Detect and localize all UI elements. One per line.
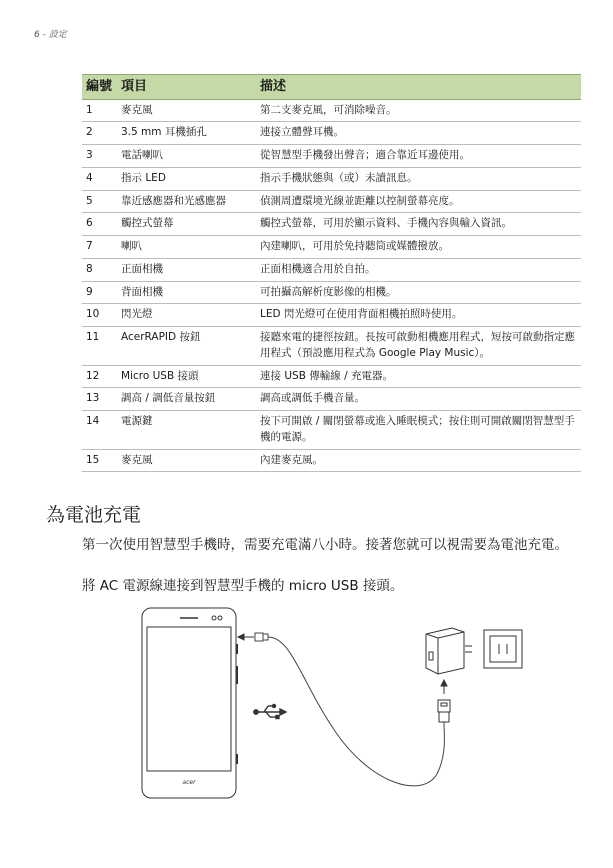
- row-description: 從智慧型手機發出聲音；適合靠近耳邊使用。: [256, 145, 581, 168]
- row-item: 閃光燈: [117, 304, 256, 327]
- row-item: 背面相機: [117, 281, 256, 304]
- usb-icon: [254, 705, 286, 719]
- row-description: 偵測周遭環境光線並距離以控制螢幕亮度。: [256, 190, 581, 213]
- row-number: 9: [82, 281, 117, 304]
- table-row: [82, 190, 581, 213]
- insert-arrow: [441, 680, 447, 694]
- table-row: [82, 167, 581, 190]
- row-number: 6: [82, 213, 117, 236]
- row-number: 14: [82, 411, 117, 450]
- row-item: 喇叭: [117, 236, 256, 259]
- row-description: 內建麥克風。: [256, 449, 581, 472]
- header-number: 編號: [82, 75, 117, 100]
- header-description: 描述: [256, 75, 581, 100]
- row-number: 4: [82, 167, 117, 190]
- table-row: [82, 236, 581, 259]
- table-row: [82, 388, 581, 411]
- row-description: LED 閃光燈可在使用背面相機拍照時使用。: [256, 304, 581, 327]
- row-number: 13: [82, 388, 117, 411]
- row-item: 調高 / 調低音量按鈕: [117, 388, 256, 411]
- row-item: 麥克風: [117, 99, 256, 122]
- charging-paragraph-2: 將 AC 電源線連接到智慧型手機的 micro USB 接頭。: [82, 578, 404, 594]
- table-row: [82, 99, 581, 122]
- usb-cable: [255, 633, 444, 786]
- charging-paragraph-1: 第一次使用智慧型手機時，需要充電滿八小時。接著您就可以視需要為電池充電。: [82, 537, 568, 553]
- section-title: 為電池充電: [46, 504, 142, 526]
- row-number: 12: [82, 365, 117, 388]
- table-row: [82, 449, 581, 472]
- row-description: 指示手機狀態與（或）未讀訊息。: [256, 167, 581, 190]
- table-row: [82, 213, 581, 236]
- row-item: 電話喇叭: [117, 145, 256, 168]
- row-description: 連接 USB 傳輸線 / 充電器。: [256, 365, 581, 388]
- row-description: 調高或調低手機音量。: [256, 388, 581, 411]
- row-number: 11: [82, 327, 117, 366]
- row-description: 按下可開啟 / 關閉螢幕或進入睡眠模式；按住則可開啟關閉智慧型手機的電源。: [256, 411, 581, 450]
- table-row: [82, 411, 581, 450]
- row-item: 3.5 mm 耳機插孔: [117, 122, 256, 145]
- table-row: [82, 365, 581, 388]
- row-description: 正面相機適合用於自拍。: [256, 258, 581, 281]
- acer-logo: acer: [182, 779, 196, 786]
- row-number: 1: [82, 99, 117, 122]
- table-body: [82, 99, 581, 472]
- row-item: 麥克風: [117, 449, 256, 472]
- row-item: 正面相機: [117, 258, 256, 281]
- row-description: 第二支麥克風，可消除噪音。: [256, 99, 581, 122]
- smartphone: [142, 608, 237, 798]
- ac-adapter: [426, 628, 472, 674]
- row-number: 10: [82, 304, 117, 327]
- row-number: 8: [82, 258, 117, 281]
- row-item: 靠近感應器和光感應器: [117, 190, 256, 213]
- row-description: 觸控式螢幕，可用於顯示資料、手機內容與輸入資訊。: [256, 213, 581, 236]
- component-table: [82, 74, 581, 472]
- row-item: 觸控式螢幕: [117, 213, 256, 236]
- table-row: [82, 327, 581, 366]
- row-number: 5: [82, 190, 117, 213]
- table-header-row: [82, 75, 581, 100]
- row-number: 15: [82, 449, 117, 472]
- usb-connector: [438, 700, 450, 722]
- charging-illustration: [132, 604, 532, 806]
- row-number: 3: [82, 145, 117, 168]
- wall-outlet: [484, 630, 522, 668]
- row-description: 連接立體聲耳機。: [256, 122, 581, 145]
- running-header: 6 - 設定: [34, 30, 67, 40]
- plug-in-arrow: [238, 634, 254, 640]
- row-number: 2: [82, 122, 117, 145]
- row-description: 可拍攝高解析度影像的相機。: [256, 281, 581, 304]
- table-row: [82, 304, 581, 327]
- row-item: AcerRAPID 按鈕: [117, 327, 256, 366]
- table-row: [82, 122, 581, 145]
- row-item: 電源鍵: [117, 411, 256, 450]
- row-description: 接聽來電的捷徑按鈕。長按可啟動相機應用程式，短按可啟動指定應用程式（預設應用程式為 Google Play Music）。: [256, 327, 581, 366]
- row-item: Micro USB 接頭: [117, 365, 256, 388]
- table-row: [82, 145, 581, 168]
- header-item: 項目: [117, 75, 256, 100]
- row-number: 7: [82, 236, 117, 259]
- table-row: [82, 258, 581, 281]
- row-item: 指示 LED: [117, 167, 256, 190]
- table-row: [82, 281, 581, 304]
- row-description: 內建喇叭，可用於免持聽筒或媒體撥放。: [256, 236, 581, 259]
